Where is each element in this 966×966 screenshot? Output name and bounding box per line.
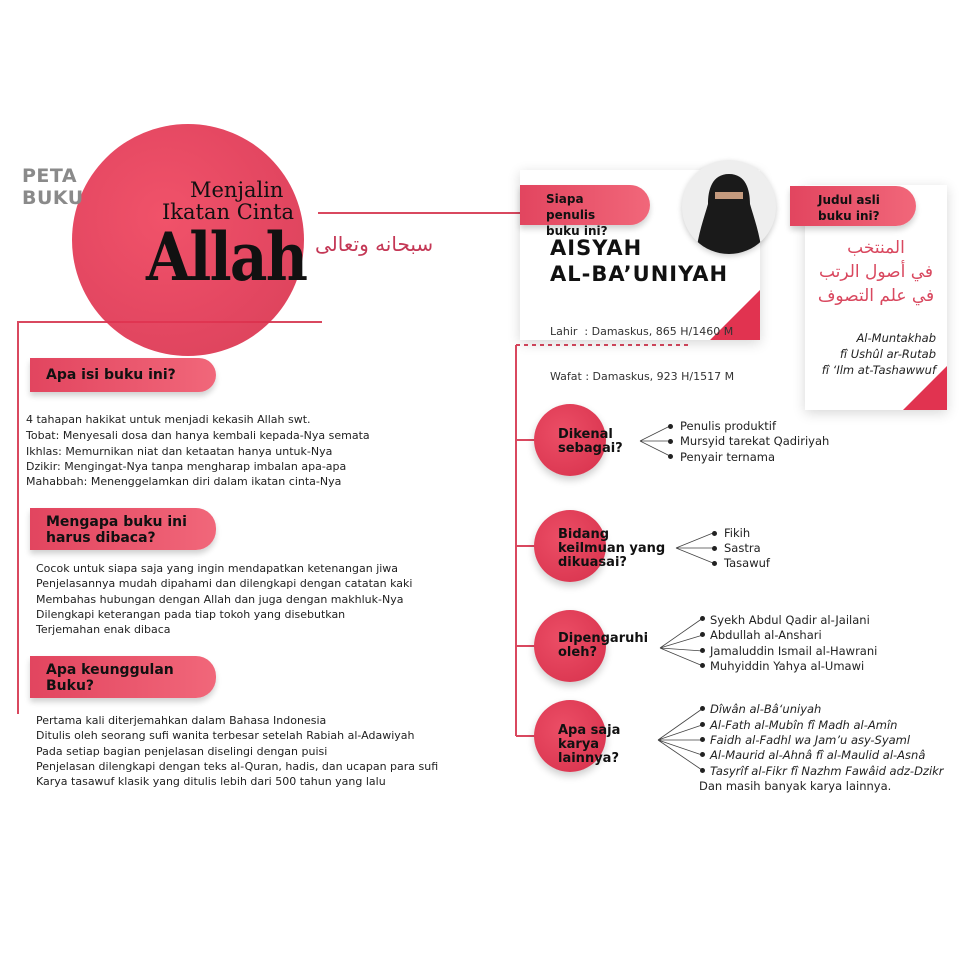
author-question-line1: Siapa penulis	[546, 192, 596, 222]
bullet-dot	[712, 561, 717, 566]
section-keunggulan-title-line1: Apa keunggulan	[46, 662, 174, 678]
list-item: Tasyrîf al-Fikr fî Nazhm Fawâid adz-Dzikr	[710, 764, 944, 778]
list-item: Pertama kali diterjemahkan dalam Bahasa Indonesia	[36, 714, 327, 727]
question-label-karya	[558, 724, 620, 766]
author-died: Wafat : Damaskus, 923 H/1517 M	[550, 370, 735, 383]
bullet-dot	[700, 663, 705, 668]
question-label-line2: oleh?	[558, 645, 597, 660]
question-label-line3: dikuasai?	[558, 555, 627, 570]
latin-title-line2: fî Ushûl ar-Rutab	[839, 347, 936, 361]
latin-title	[808, 330, 946, 378]
fan-lines	[640, 426, 713, 770]
section-isi-body	[26, 412, 370, 489]
arabic-title-line1: المنتخب	[847, 238, 905, 258]
list-item: Penjelasan dilengkapi dengan teks al-Quran, hadis, dan ucapan para sufi	[36, 759, 439, 773]
arabic-title-line2: في أصول الرتب	[818, 262, 934, 282]
list-item: Mahabbah: Menenggelamkan diri dalam ikatan cinta-Nya	[26, 475, 342, 489]
list-item: Tobat: Menyesali dosa dan hanya kembali kepada-Nya semata	[26, 429, 370, 443]
list-item: Terjemahan enak dibaca	[36, 623, 171, 637]
author-meta	[550, 294, 734, 399]
title-arabic-calligraphy: سبحانه وتعالى	[315, 232, 434, 256]
list-item: Penyair ternama	[680, 450, 776, 464]
author-name-line1: AISYAH	[550, 236, 643, 260]
list-item: Cocok untuk siapa saja yang ingin mendapatkan ketenangan jiwa	[36, 562, 399, 575]
original-title-question-line1: Judul asli	[818, 193, 880, 207]
list-item: Ikhlas: Memurnikan niat dan ketaatan hanya untuk-Nya	[26, 444, 333, 458]
bullet-dot	[712, 531, 717, 536]
list-item: Al-Maurid al-Ahnâ fî al-Maulid al-Asnâ	[710, 748, 926, 762]
bullet-dot	[700, 737, 705, 742]
list-item: Faidh al-Fadhl wa Jam’u asy-Syaml	[710, 733, 911, 747]
original-title-question	[790, 186, 916, 226]
list-item: Jamaluddin Ismail al-Hawrani	[710, 644, 878, 658]
list-item: Fikih	[724, 526, 751, 540]
list-item: Penulis produktif	[680, 419, 777, 433]
section-keunggulan-title	[30, 656, 216, 698]
section-keunggulan-title-line2: Buku?	[46, 678, 95, 694]
bullet-dot	[668, 454, 673, 459]
list-item: Dzikir: Mengingat-Nya tanpa mengharap imbalan apa-apa	[26, 459, 347, 473]
original-title-question-line2: buku ini?	[818, 209, 880, 223]
title-line2: Ikatan Cinta	[162, 200, 294, 224]
question-label-line2: sebagai?	[558, 441, 623, 456]
question-label-dipengaruhi	[558, 632, 648, 660]
karya-footer: Dan masih banyak karya lainnya.	[699, 779, 892, 793]
list-item: Penjelasannya mudah dipahami dan dilengkapi dengan catatan kaki	[36, 577, 413, 591]
list-item: Abdullah al-Anshari	[710, 628, 822, 642]
bullet-dot	[700, 706, 705, 711]
author-name-line2: AL-BA’UNIYAH	[550, 262, 729, 286]
question-label-line1: Bidang	[558, 527, 610, 542]
bullet-dot	[700, 616, 705, 621]
list-item: Sastra	[724, 541, 761, 555]
list-item: Al-Fath al-Mubîn fî Madh al-Amîn	[710, 718, 898, 732]
arabic-title-line3: في علم التصوف	[817, 286, 935, 306]
list-item: Mursyid tarekat Qadiriyah	[680, 434, 830, 448]
author-question	[520, 185, 650, 238]
section-mengapa-title	[30, 508, 216, 550]
section-isi-title	[30, 358, 216, 392]
author-name	[550, 235, 728, 287]
latin-title-line1: Al-Muntakhab	[856, 331, 936, 345]
section-mengapa-body	[36, 561, 412, 637]
section-isi-title-text: Apa isi buku ini?	[46, 367, 176, 383]
author-question-line2: buku ini?	[546, 224, 608, 238]
peta-buku-label	[22, 165, 84, 209]
latin-title-line3: fî ‘Ilm at-Tashawwuf	[821, 363, 936, 377]
section-isi-intro: 4 tahapan hakikat untuk menjadi kekasih Allah swt.	[26, 413, 311, 426]
bullet-dot	[700, 752, 705, 757]
arabic-title	[812, 236, 940, 308]
list-item: Pada setiap bagian penjelasan diselingi dengan puisi	[36, 744, 328, 758]
author-born: Lahir : Damaskus, 865 H/1460 M	[550, 325, 734, 338]
list-item: Syekh Abdul Qadir al-Jailani	[710, 613, 870, 627]
peta-line1: PETA	[22, 165, 78, 187]
list-item: Muhyiddin Yahya al-Umawi	[710, 659, 865, 673]
question-label-line2: karya	[558, 737, 600, 752]
section-mengapa-title-line1: Mengapa buku ini	[46, 514, 187, 530]
bullet-dot	[700, 648, 705, 653]
list-item: Dilengkapi keterangan pada tiap tokoh yang disebutkan	[36, 607, 346, 621]
section-mengapa-title-line2: harus dibaca?	[46, 530, 156, 546]
question-label-dikenal	[558, 428, 623, 456]
question-label-line1: Apa saja	[558, 723, 621, 738]
bullet-dot	[700, 768, 705, 773]
question-label-line1: Dikenal	[558, 427, 613, 442]
bullet-dot	[712, 546, 717, 551]
question-label-line2: keilmuan yang	[558, 541, 666, 556]
bullet-dot	[700, 722, 705, 727]
question-label-line1: Dipengaruhi	[558, 631, 649, 646]
question-label-line3: lainnya?	[558, 751, 619, 766]
title-line3: Allah	[146, 218, 307, 296]
section-keunggulan-body	[36, 713, 438, 789]
list-item: Karya tasawuf klasik yang ditulis lebih dari 500 tahun yang lalu	[36, 775, 386, 789]
peta-line2: BUKU	[22, 187, 84, 209]
title-line1: Menjalin	[190, 178, 284, 202]
list-item: Membahas hubungan dengan Allah dan juga dengan makhluk-Nya	[36, 592, 404, 606]
bullet-dot	[700, 632, 705, 637]
list-item: Dîwân al-Bâ‘uniyah	[710, 702, 822, 716]
question-label-bidang	[558, 528, 665, 570]
bullet-dot	[668, 439, 673, 444]
list-item: Ditulis oleh seorang sufi wanita terbesar setelah Rabiah al-Adawiyah	[36, 729, 415, 743]
bullet-dot	[668, 424, 673, 429]
list-item: Tasawuf	[724, 556, 770, 570]
question-branches	[516, 440, 540, 736]
